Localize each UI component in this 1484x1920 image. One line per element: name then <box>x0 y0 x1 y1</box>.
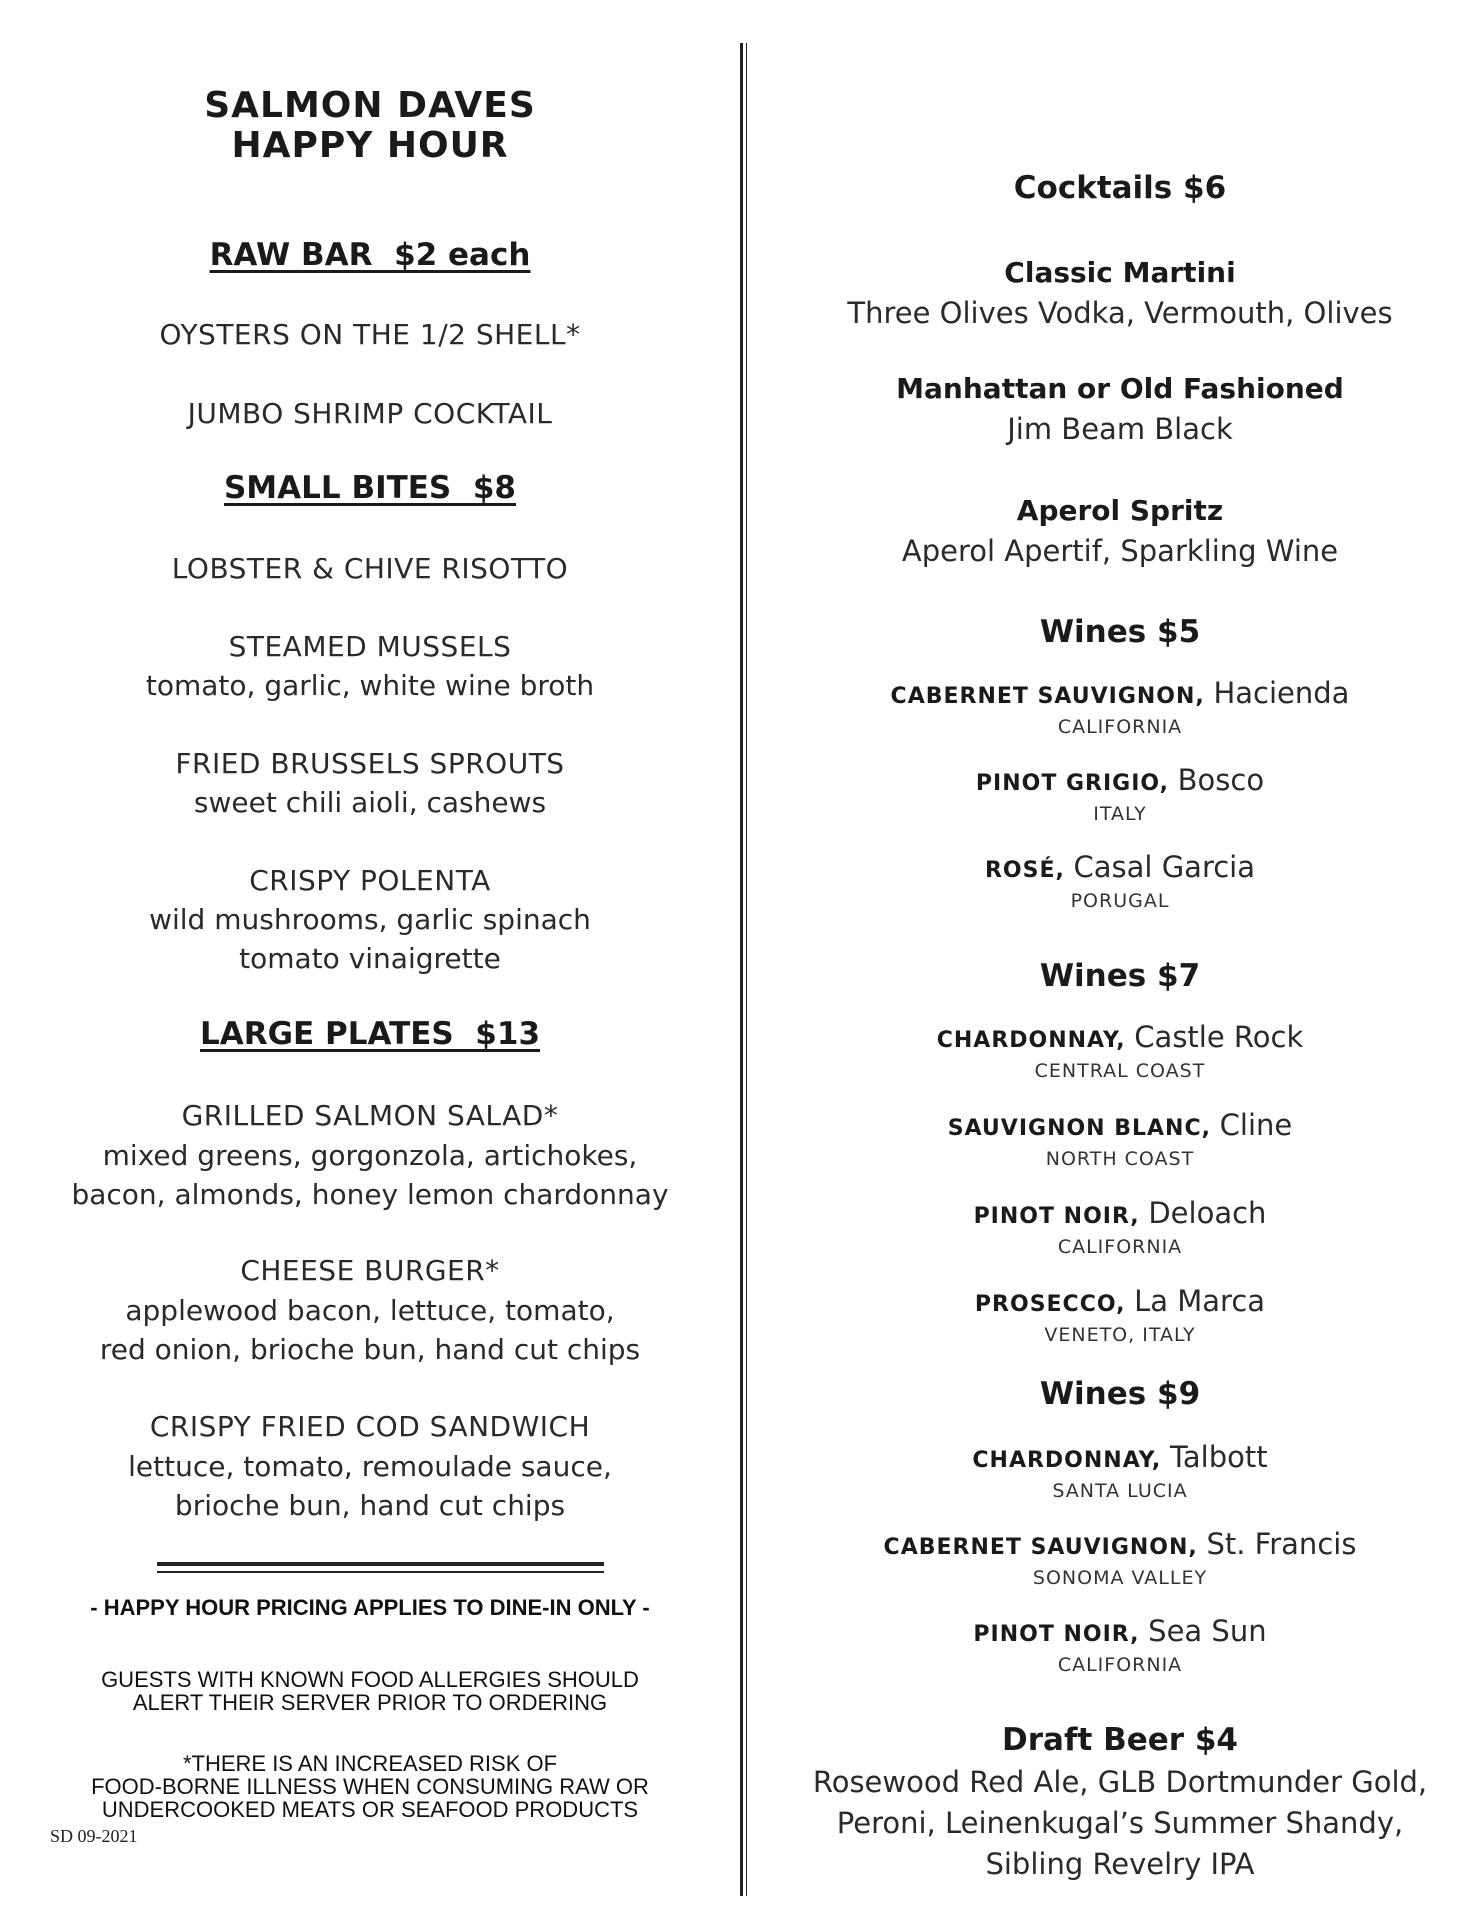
raw-warning-line: *THERE IS AN INCREASED RISK OF <box>182 1751 558 1776</box>
column-divider <box>740 43 747 1896</box>
wine-varietal: CABERNET SAUVIGNON, <box>883 1535 1198 1560</box>
wine-varietal: PINOT NOIR, <box>973 1204 1140 1229</box>
title-line-1: SALMON DAVES <box>204 85 536 126</box>
large-item-desc: applewood bacon, lettuce, tomato, <box>125 1294 615 1327</box>
dine-in-notice: - HAPPY HOUR PRICING APPLIES TO DINE-IN ONLY - <box>90 1595 650 1620</box>
cocktail-name: Classic Martini <box>1004 256 1236 289</box>
small-item-name: FRIED BRUSSELS SPROUTS <box>175 747 565 780</box>
wine-entry <box>780 1196 1460 1230</box>
wine-entry <box>780 1284 1460 1318</box>
double-rule-divider <box>157 1562 604 1573</box>
wine-producer: St. Francis <box>1206 1527 1357 1561</box>
wine-entry <box>780 850 1460 884</box>
wine-varietal: CABERNET SAUVIGNON, <box>890 684 1205 709</box>
large-plates-heading: LARGE PLATES $13 <box>199 1016 541 1052</box>
wine-region: SONOMA VALLEY <box>1032 1567 1208 1589</box>
raw-item: JUMBO SHRIMP COCKTAIL <box>187 397 553 430</box>
wine-region: CENTRAL COAST <box>1034 1060 1206 1082</box>
raw-item: OYSTERS ON THE 1/2 SHELL* <box>159 318 581 351</box>
wine-entry <box>780 676 1460 710</box>
wine-region: ITALY <box>1093 803 1147 825</box>
wine-entry <box>780 1440 1460 1474</box>
wine-entry <box>780 1527 1460 1561</box>
small-item-desc: tomato, garlic, white wine broth <box>145 669 595 702</box>
wine-varietal: ROSÉ, <box>984 858 1065 883</box>
wine-region: CALIFORNIA <box>1057 1236 1183 1258</box>
raw-bar-heading: RAW BAR $2 each <box>209 237 531 273</box>
allergy-notice-line: ALERT THEIR SERVER PRIOR TO ORDERING <box>132 1690 608 1715</box>
wine-varietal: SAUVIGNON BLANC, <box>947 1116 1211 1141</box>
large-item-name: GRILLED SALMON SALAD* <box>181 1099 559 1132</box>
small-item-desc: tomato vinaigrette <box>239 942 501 975</box>
wine-producer: Sea Sun <box>1148 1614 1267 1648</box>
wine-region: VENETO, ITALY <box>1044 1324 1196 1346</box>
raw-warning-line: FOOD-BORNE ILLNESS WHEN CONSUMING RAW OR <box>91 1774 649 1799</box>
wine-producer: Bosco <box>1177 763 1265 797</box>
small-item-name: LOBSTER & CHIVE RISOTTO <box>171 552 569 585</box>
wines-9-heading: Wines $9 <box>1039 1376 1201 1412</box>
small-item-name: CRISPY POLENTA <box>249 864 491 897</box>
wine-varietal: PINOT GRIGIO, <box>975 771 1169 796</box>
cocktail-desc: Jim Beam Black <box>1007 412 1233 446</box>
large-item-desc: mixed greens, gorgonzola, artichokes, <box>102 1139 638 1172</box>
beer-line: Sibling Revelry IPA <box>985 1847 1255 1881</box>
small-item-desc: sweet chili aioli, cashews <box>193 786 547 819</box>
large-item-desc: lettuce, tomato, remoulade sauce, <box>128 1450 612 1483</box>
beer-line: Peroni, Leinenkugal’s Summer Shandy, <box>836 1806 1404 1840</box>
wine-producer: Talbott <box>1169 1440 1268 1474</box>
wine-producer: Casal Garcia <box>1073 850 1256 884</box>
wine-region: CALIFORNIA <box>1057 1654 1183 1676</box>
large-item-desc: bacon, almonds, honey lemon chardonnay <box>71 1178 669 1211</box>
cocktail-name: Aperol Spritz <box>1016 494 1224 527</box>
wine-entry <box>780 763 1460 797</box>
draft-beer-heading: Draft Beer $4 <box>1002 1722 1238 1758</box>
beer-line: Rosewood Red Ale, GLB Dortmunder Gold, <box>812 1765 1428 1799</box>
cocktail-desc: Aperol Apertif, Sparkling Wine <box>901 534 1339 568</box>
wine-varietal: PROSECCO, <box>974 1292 1126 1317</box>
small-item-name: STEAMED MUSSELS <box>228 630 512 663</box>
large-item-name: CRISPY FRIED COD SANDWICH <box>149 1410 591 1443</box>
wine-producer: La Marca <box>1134 1284 1266 1318</box>
menu-title <box>40 86 700 166</box>
large-item-desc: brioche bun, hand cut chips <box>174 1489 566 1522</box>
wine-entry <box>780 1614 1460 1648</box>
wine-region: CALIFORNIA <box>1057 716 1183 738</box>
raw-warning-line: UNDERCOOKED MEATS OR SEAFOOD PRODUCTS <box>101 1797 639 1822</box>
title-line-2: HAPPY HOUR <box>231 125 509 166</box>
wine-producer: Castle Rock <box>1134 1020 1304 1054</box>
large-item-desc: red onion, brioche bun, hand cut chips <box>99 1333 641 1366</box>
cocktail-name: Manhattan or Old Fashioned <box>896 372 1344 405</box>
wine-region: SANTA LUCIA <box>1052 1480 1188 1502</box>
cocktail-desc: Three Olives Vodka, Vermouth, Olives <box>847 296 1393 330</box>
wine-varietal: CHARDONNAY, <box>972 1448 1162 1473</box>
wine-region: PORUGAL <box>1070 890 1170 912</box>
wine-producer: Deloach <box>1148 1196 1267 1230</box>
wine-varietal: CHARDONNAY, <box>936 1028 1126 1053</box>
wines-5-heading: Wines $5 <box>1039 614 1201 650</box>
wine-entry <box>780 1108 1460 1142</box>
wines-7-heading: Wines $7 <box>1039 958 1201 994</box>
wine-entry <box>780 1020 1460 1054</box>
wine-varietal: PINOT NOIR, <box>973 1622 1140 1647</box>
small-bites-heading: SMALL BITES $8 <box>223 470 516 506</box>
wine-region: NORTH COAST <box>1045 1148 1195 1170</box>
wine-producer: Cline <box>1219 1108 1293 1142</box>
cocktails-heading: Cocktails $6 <box>1013 170 1227 206</box>
allergy-notice-line: GUESTS WITH KNOWN FOOD ALLERGIES SHOULD <box>101 1667 639 1692</box>
wine-producer: Hacienda <box>1213 676 1350 710</box>
large-item-name: CHEESE BURGER* <box>240 1254 500 1287</box>
menu-code: SD 09-2021 <box>50 1826 138 1846</box>
small-item-desc: wild mushrooms, garlic spinach <box>149 903 591 936</box>
